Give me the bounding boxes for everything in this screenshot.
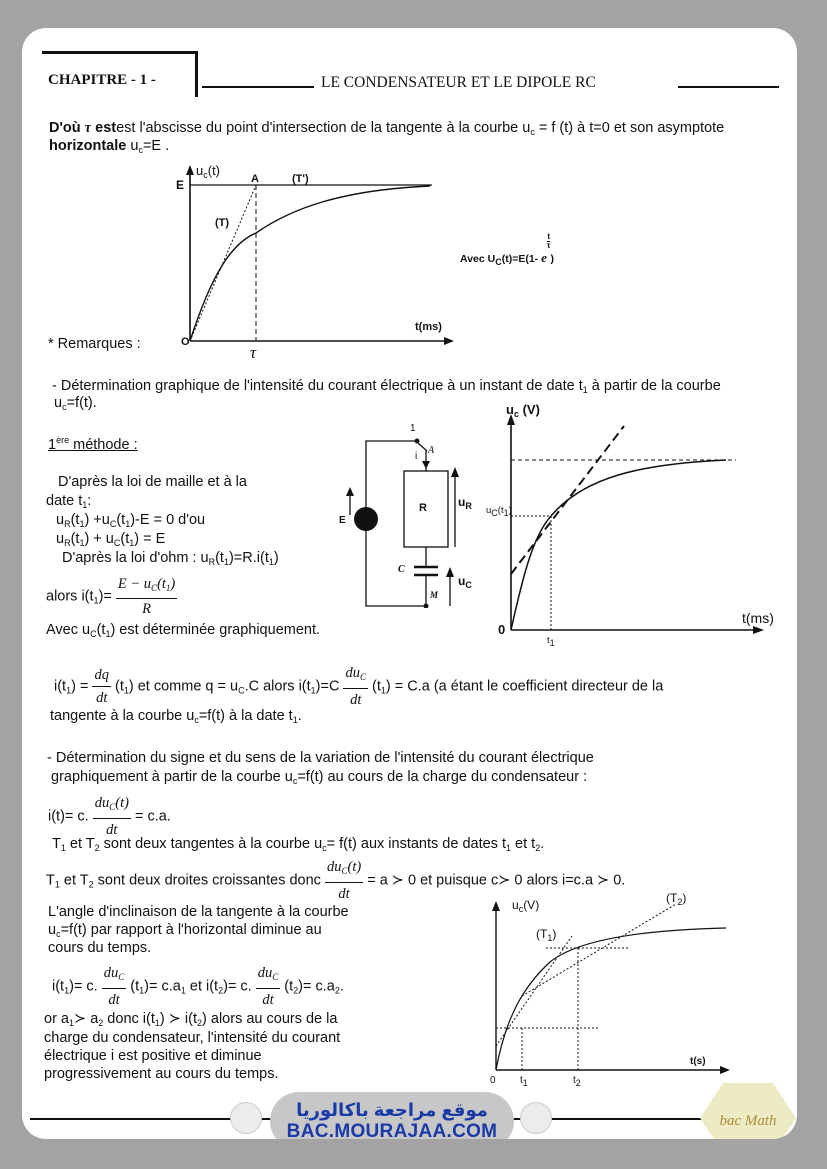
g3-T1-label: $(T_1)$: [536, 927, 557, 943]
angle-conclusion-1: or $a_1≻$ $a_2$ donc $i(t_1)$ ≻ $i(t_2)$ alors au cours de la: [44, 1011, 338, 1028]
footer-site-banner[interactable]: [270, 1092, 514, 1139]
g3-t2: $t_2$: [573, 1075, 581, 1088]
tangent-T2: [522, 904, 676, 996]
header-mid-rule: [202, 86, 314, 88]
circuit-label-R: R: [419, 502, 427, 514]
maille-l3: $u_R(t_1) +u_C(t_1)-E = 0$ d'ou: [56, 512, 206, 529]
footer-right-logo: [520, 1102, 552, 1134]
footer-arabic: موقع مراجعة باكالوريا: [296, 1100, 488, 1120]
charge-curve: [496, 928, 726, 1070]
circuit-label-uR: $u_R$: [458, 495, 472, 511]
x-axis-arrow: [444, 337, 454, 345]
method-heading: 1ère méthode :: [48, 435, 138, 453]
tangents-line-1: $T_1$ et $T_2$ sont deux tangentes à la courbe $u_c= f(t)$ aux instants de dates $t_1$ et $t_2$.: [52, 836, 545, 853]
angle-conclusion-4: progressivement au cours du temps.: [44, 1066, 279, 1082]
determination-1-line-2: $u_c=f(t)$.: [54, 395, 97, 412]
g3-T2-label: $(T_2)$: [666, 891, 687, 907]
g1-O-label: O: [181, 336, 190, 348]
maille-l4: $u_R(t_1) + u_C(t_1) = E$: [56, 531, 166, 548]
footer-left-logo: [230, 1102, 262, 1134]
tangent-T1: [496, 936, 572, 1046]
circuit-label-uC: $u_C$: [458, 574, 472, 590]
maille-l5: D'après la loi d'ohm : $u_R(t_1)=R.i(t_1)$: [62, 550, 279, 567]
circuit-label-M: M: [430, 590, 439, 600]
angle-l2: $u_c=f(t)$ par rapport à l'horizontal diminue au: [48, 922, 322, 939]
tangent-method-graph: [498, 406, 768, 636]
footer-url[interactable]: BAC.MOURAJAA.COM: [286, 1121, 498, 1139]
document-page: [22, 28, 797, 1139]
maille-l6: alors $i(t_1)=$ $\frac{E - u_C(t_1)}{R}$: [46, 576, 176, 617]
bac-math-badge: [698, 1081, 797, 1139]
determination-2-equation: i(t)= c. $\frac{du_C(t)}{dt}$ = c.a.: [48, 792, 171, 841]
g2-xlabel: t(ms): [742, 610, 774, 626]
current-fraction: $\frac{E - u_C(t_1)}{R}$: [117, 576, 176, 617]
current-equation-line-1: $i(t_1)$ = $\frac{dq}{dt}$ $(t_1)$ et comme $q = u_C.C$ alors $i(t_1)=C$ $\frac{du_C}{dt}$ $(t_1) = C.a$ (a étant le coefficient directeur de la: [54, 662, 663, 711]
circuit-label-C: C: [398, 564, 405, 575]
g1-tau-label: τ: [250, 343, 257, 362]
g3-zero: 0: [490, 1075, 496, 1086]
g2-uc-t1-label: $u_C(t_1)$: [486, 505, 512, 518]
g1-Tprime-label: (T'): [292, 173, 309, 185]
maille-l7: Avec $u_C(t_1)$ est déterminée graphiquement.: [46, 622, 321, 639]
y-axis-arrow: [186, 165, 194, 175]
g1-E-label: E: [176, 178, 185, 192]
g2-zero: 0: [498, 622, 506, 637]
maille-l2: date $t_1$:: [46, 493, 92, 510]
angle-l3: cours du temps.: [48, 940, 152, 956]
current-equation-line-2: tangente à la courbe $u_c=f(t)$ à la date $t_1$.: [50, 708, 302, 725]
circuit-label-A: A: [428, 445, 435, 456]
g1-formula: Avec $U_C(t)=E(1-$ e $\frac{t}{\tau}$ ): [460, 232, 554, 267]
charge-curve: [190, 186, 430, 341]
tangents-line-2: $T_1$ et $T_2$ sont deux droites croissantes donc $\frac{du_C(t)}{dt}$ = a ≻ 0 et puisque c≻ 0 alors i=c.a ≻ 0.: [46, 856, 625, 905]
determination-1-line-1: - Détermination graphique de l'intensité du courant électrique à un instant de date $t_1$ à partir de la courbe: [52, 378, 721, 395]
switch-blade: [418, 443, 427, 451]
circuit-label-E: E: [339, 515, 346, 526]
angle-equation: $i(t_1)= c$. $\frac{du_C}{dt}$ $(t_1)= c.a_1$ et $i(t_2)= c$. $\frac{du_C}{dt}$ $(t_2)= c.a_2$.: [52, 962, 344, 1011]
g1-ylabel: $u_c(t)$: [196, 163, 221, 180]
header-right-rule: [678, 86, 779, 88]
determination-2-line-2: graphiquement à partir de la courbe $u_c=f(t)$ au cours de la charge du condensateur :: [51, 769, 588, 786]
badge-text: bac Math: [719, 1113, 777, 1129]
header-top-rule: [42, 51, 198, 54]
g1-xlabel: t(ms): [415, 321, 442, 333]
circuit-label-i: i: [415, 451, 418, 462]
intro-line-2: horizontale $u_c=E$ .: [49, 138, 170, 155]
chapter-title: LE CONDENSATEUR ET LE DIPOLE RC: [321, 74, 596, 91]
maille-l1: D'après la loi de maille et à la: [58, 474, 247, 490]
remarques: * Remarques :: [48, 336, 141, 352]
circuit-label-1: 1: [410, 423, 416, 434]
angle-l1: L'angle d'inclinaison de la tangente à la courbe: [48, 904, 349, 920]
g2-t1-label: $t_1$: [547, 635, 555, 648]
header-vertical-rule: [195, 51, 198, 97]
angle-conclusion-3: électrique i est positive et diminue: [44, 1048, 262, 1064]
chapter-label: CHAPITRE - 1 -: [48, 72, 156, 88]
g3-ylabel: $u_c(V)$: [512, 898, 540, 914]
charge-curve: [511, 460, 726, 630]
g3-t1: $t_1$: [520, 1075, 528, 1088]
determination-2-line-1: - Détermination du signe et du sens de la variation de l'intensité du courant électrique: [47, 750, 594, 766]
switch-pivot: [415, 439, 420, 444]
angle-conclusion-2: charge du condensateur, l'intensité du courant: [44, 1030, 341, 1046]
battery-E: [354, 507, 378, 531]
g1-T-label: (T): [215, 217, 230, 229]
g1-A-label: A: [251, 173, 259, 185]
g2-ylabel: $u_c$ (V): [506, 402, 540, 419]
g3-xlabel: t(s): [690, 1056, 706, 1067]
intro-line-1: D'où τ estest l'abscisse du point d'intersection de la tangente à la courbe $u_c = f$ (t) à t=0 et son asymptote: [49, 120, 725, 137]
rc-circuit-diagram: [332, 423, 472, 608]
